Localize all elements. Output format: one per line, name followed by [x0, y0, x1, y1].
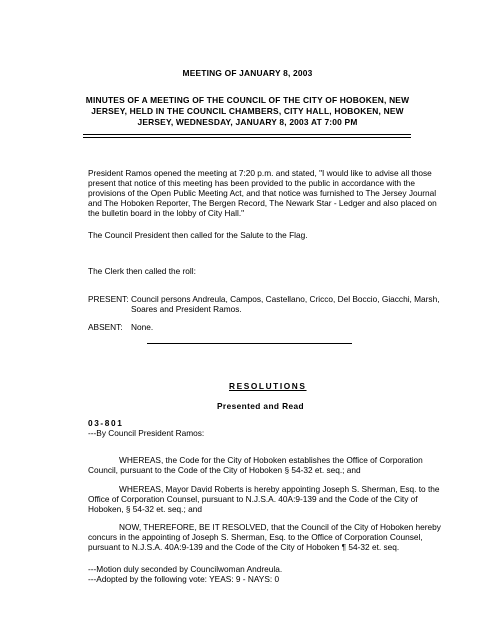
resolutions-title: RESOLUTIONS — [229, 381, 307, 391]
whereas-1-line-1: WHEREAS, the Code for the City of Hoboken establishes the Office of Corporation — [119, 455, 423, 465]
minutes-heading-line-2: JERSEY, HELD IN THE COUNCIL CHAMBERS, CITY HALL, HOBOKEN, NEW — [91, 106, 404, 116]
resolution-number: 03-801 — [88, 418, 124, 428]
salute-statement: The Council President then called for the Salute to the Flag. — [88, 230, 308, 240]
opening-paragraph-line-3: provisions of the Open Public Meeting Act, and that notice was furnished to The Jersey Journal — [88, 188, 437, 198]
section-divider — [147, 343, 352, 344]
minutes-heading-line-3: JERSEY, WEDNESDAY, JANUARY 8, 2003 AT 7:00 PM — [137, 117, 358, 127]
motion-statement: ---Motion duly seconded by Councilwoman Andreula. — [88, 564, 283, 574]
opening-paragraph-line-2: present that notice of this meeting has been provided to the public in accordance with the — [88, 178, 416, 188]
whereas-2-line-3: Hoboken, § 54-32 et. seq.; and — [88, 504, 202, 514]
absent-value: None. — [131, 322, 154, 332]
header-rule-bottom — [83, 137, 411, 138]
adoption-vote: ---Adopted by the following vote: YEAS: 9 - NAYS: 0 — [88, 574, 280, 584]
resolution-sponsor: ---By Council President Ramos: — [88, 428, 205, 438]
resolved-line-1: NOW, THEREFORE, BE IT RESOLVED, that the Council of the City of Hoboken hereby — [119, 522, 441, 532]
whereas-2-line-1: WHEREAS, Mayor David Roberts is hereby appointing Joseph S. Sherman, Esq. to the — [119, 484, 440, 494]
opening-paragraph-line-5: the bulletin board in the lobby of City Hall." — [88, 208, 245, 218]
present-label: PRESENT: — [88, 294, 129, 304]
roll-call-statement: The Clerk then called the roll: — [88, 266, 196, 276]
absent-label: ABSENT: — [88, 322, 123, 332]
present-members-line-1: Council persons Andreula, Campos, Castellano, Cricco, Del Boccio, Giacchi, Marsh, — [131, 294, 440, 304]
resolved-line-3: pursuant to N.J.S.A. 40A:9-139 and the Code of the City of Hoboken ¶ 54-32 et. seq. — [88, 542, 400, 552]
minutes-heading-line-1: MINUTES OF A MEETING OF THE COUNCIL OF THE CITY OF HOBOKEN, NEW — [85, 95, 410, 105]
header-rule-top — [83, 134, 411, 135]
meeting-date-heading: MEETING OF JANUARY 8, 2003 — [182, 68, 313, 78]
opening-paragraph-line-4: and The Hoboken Reporter, The Bergen Record, The Newark Star - Ledger and also placed on — [88, 198, 437, 208]
resolved-line-2: concurs in the appointing of Joseph S. Sherman, Esq. to the Office of Corporation Counsel, — [88, 532, 423, 542]
whereas-1-line-2: Council, pursuant to the Code of the City of Hoboken § 54-32 et. seq.; and — [88, 465, 361, 475]
opening-paragraph-line-1: President Ramos opened the meeting at 7:20 p.m. and stated, "I would like to advise all those — [88, 168, 432, 178]
whereas-2-line-2: Office of Corporation Counsel, pursuant to N.J.S.A. 40A:9-139 and the Code of the City of — [88, 494, 418, 504]
resolutions-subtitle: Presented and Read — [217, 401, 304, 411]
present-members-line-2: Soares and President Ramos. — [131, 304, 242, 314]
